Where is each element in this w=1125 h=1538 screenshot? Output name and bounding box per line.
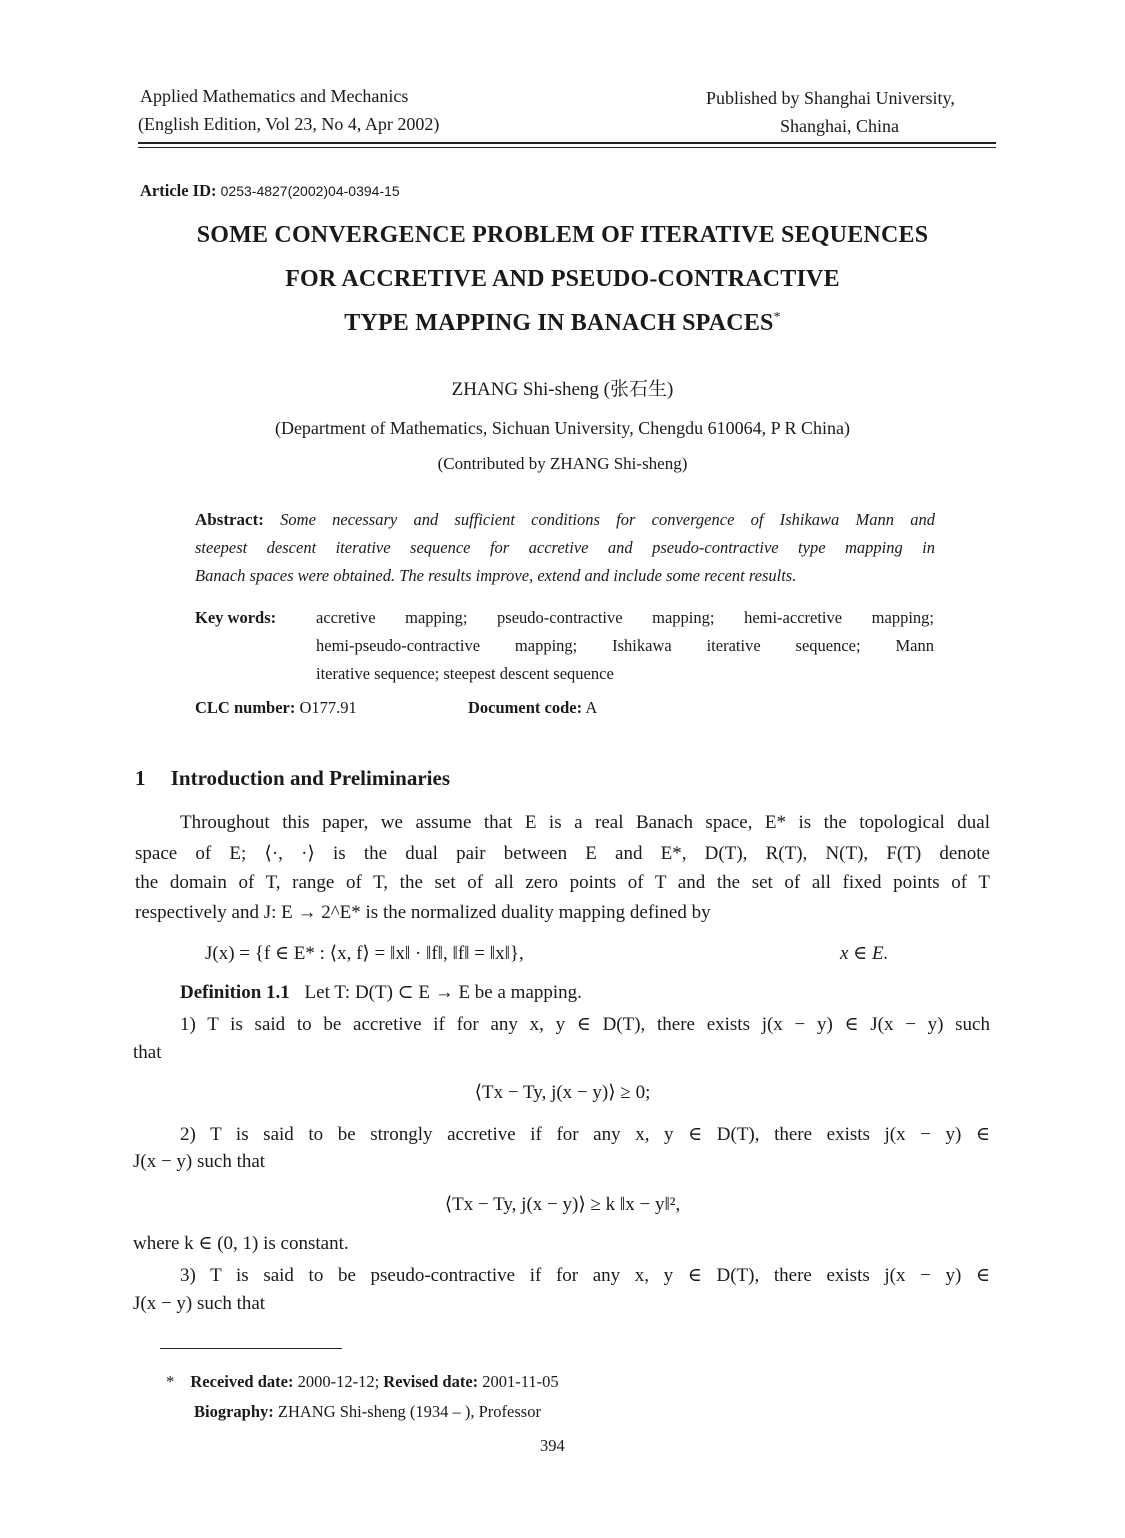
publisher-city: Shanghai, China: [780, 116, 899, 136]
item-1-line-1: 1) T is said to be accretive if for any x, y ∈ D(T), there exists j(x − y) ∈ J(x − y) such: [180, 1014, 990, 1035]
paper-title-line-3-text: TYPE MAPPING IN BANACH SPACES: [344, 310, 774, 336]
header-rule-top: [138, 142, 996, 144]
article-id-value: 0253-4827(2002)04-0394-15: [220, 183, 400, 199]
keywords-label: Key words:: [195, 608, 277, 627]
definition-label: Definition 1.1: [180, 982, 290, 1003]
intro-line-4: respectively and J: E → 2^E* is the normalized duality mapping defined by: [135, 902, 711, 923]
header-rule-bottom: [138, 147, 996, 148]
page-number: 394: [540, 1436, 565, 1455]
paper-title-line-2: FOR ACCRETIVE AND PSEUDO-CONTRACTIVE: [285, 266, 840, 292]
document-code: [468, 698, 597, 718]
journal-edition: (English Edition, Vol 23, No 4, Apr 2002): [138, 114, 440, 134]
title-footnote-mark: *: [773, 310, 781, 325]
item-1-line-2: that: [133, 1042, 162, 1063]
definition-1-1: [180, 981, 582, 1004]
section-number: 1: [135, 766, 146, 790]
biography-text: ZHANG Shi-sheng (1934 – ), Professor: [277, 1402, 541, 1421]
abstract-block: [195, 510, 935, 594]
item-2-line-2: J(x − y) such that: [133, 1151, 266, 1172]
footnote-received: [166, 1372, 559, 1392]
section-title: Introduction and Preliminaries: [170, 766, 450, 790]
article-id-label: Article ID:: [140, 181, 217, 200]
duality-equation: J(x) = {f ∈ E* : ⟨x, f⟩ = ‖x‖ · ‖f‖, ‖f‖ = ‖x‖},: [205, 943, 524, 964]
intro-line-2: space of E; ⟨·, ·⟩ is the dual pair between E and E*, D(T), R(T), N(T), F(T) denote: [135, 843, 990, 864]
duality-equation-domain: x ∈ E.: [840, 943, 889, 964]
abstract-line-1-text: Some necessary and sufficient conditions for convergence of Ishikawa Mann and: [280, 510, 936, 529]
item-3-line-1: 3) T is said to be pseudo-contractive if for any x, y ∈ D(T), there exists j(x − y) ∈: [180, 1265, 990, 1286]
journal-name: Applied Mathematics and Mechanics: [140, 86, 409, 106]
footnote-rule: [160, 1348, 342, 1349]
intro-line-1: Throughout this paper, we assume that E is a real Banach space, E* is the topological dual: [180, 812, 990, 833]
paper-title-line-1: SOME CONVERGENCE PROBLEM OF ITERATIVE SEQUENCES: [196, 222, 929, 248]
contributed-by: (Contributed by ZHANG Shi-sheng): [437, 454, 688, 473]
footnote-mark: *: [166, 1372, 175, 1391]
clc-label: CLC number:: [195, 698, 296, 717]
revised-label: Revised date:: [383, 1372, 479, 1391]
item-3-line-2: J(x − y) such that: [133, 1293, 266, 1314]
paper-title-line-3: [0, 310, 1125, 337]
affiliation: (Department of Mathematics, Sichuan University, Chengdu 610064, P R China): [274, 418, 851, 438]
abstract-line-2: steepest descent iterative sequence for accretive and pseudo-contractive type mapping in: [195, 538, 935, 557]
item-2-equation: ⟨Tx − Ty, j(x − y)⟩ ≥ k ‖x − y‖²,: [444, 1194, 681, 1215]
item-1-equation: ⟨Tx − Ty, j(x − y)⟩ ≥ 0;: [474, 1082, 651, 1103]
abstract-label: Abstract:: [195, 510, 264, 529]
abstract-line-1: [195, 510, 935, 538]
revised-date: 2001-11-05: [482, 1372, 559, 1391]
received-label: Received date:: [190, 1372, 294, 1391]
author-name: ZHANG Shi-sheng (张石生): [451, 379, 674, 400]
biography-label: Biography:: [194, 1402, 274, 1421]
received-date: 2000-12-12;: [297, 1372, 380, 1391]
abstract-line-3: Banach spaces were obtained. The results improve, extend and include some recent results.: [195, 566, 797, 585]
clc-number: [195, 698, 357, 718]
article-id: [140, 181, 400, 201]
section-heading: [135, 766, 450, 791]
doc-code-label: Document code:: [468, 698, 583, 717]
intro-line-3: the domain of T, range of T, the set of all zero points of T and the set of all fixed points of T: [135, 872, 990, 893]
keywords-line-3: iterative sequence; steepest descent sequence: [316, 664, 614, 683]
publisher-name: Published by Shanghai University,: [706, 88, 955, 108]
footnote-biography: [194, 1402, 541, 1422]
definition-text: Let T: D(T) ⊂ E → E be a mapping.: [304, 982, 582, 1003]
clc-value: O177.91: [299, 698, 357, 717]
item-2-line-1: 2) T is said to be strongly accretive if for any x, y ∈ D(T), there exists j(x − y) ∈: [180, 1124, 990, 1145]
keywords-line-1: accretive mapping; pseudo-contractive mapping; hemi-accretive mapping;: [316, 608, 934, 627]
intro-paragraph: [135, 812, 990, 932]
item-2-line-3: where k ∈ (0, 1) is constant.: [133, 1233, 349, 1254]
doc-code-value: A: [585, 698, 598, 717]
keywords-line-2: hemi-pseudo-contractive mapping; Ishikawa iterative sequence; Mann: [316, 636, 934, 655]
